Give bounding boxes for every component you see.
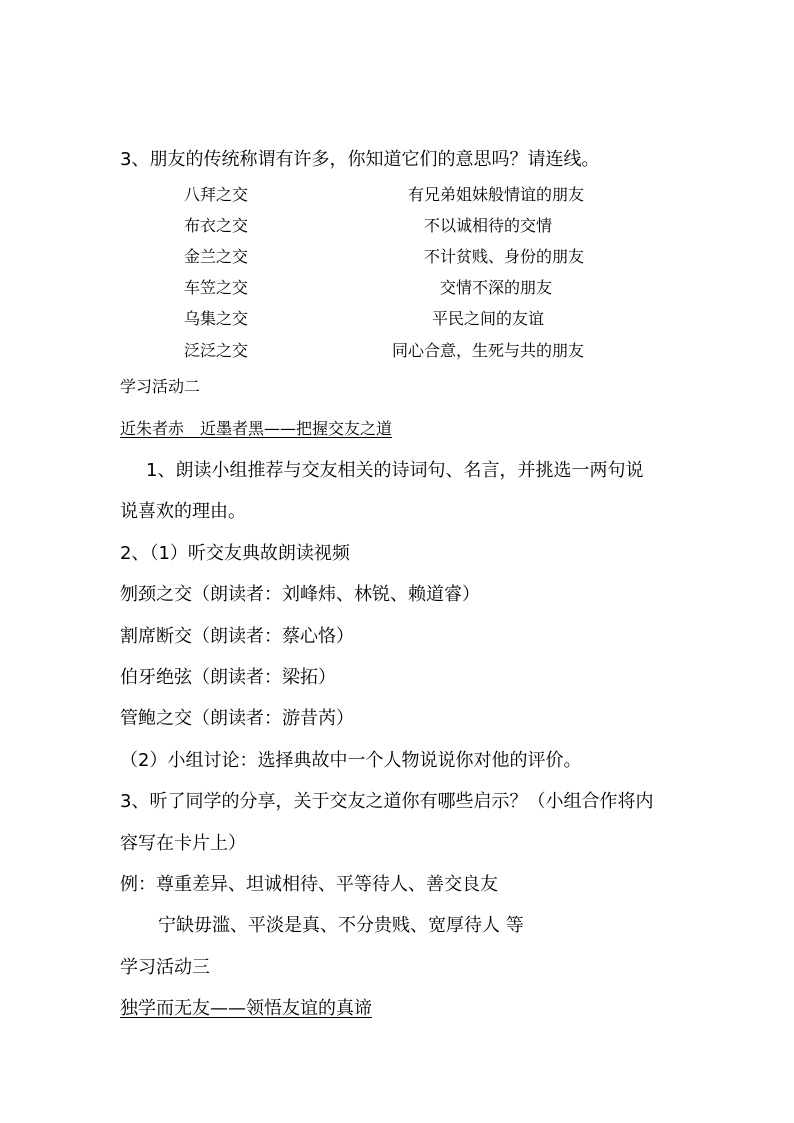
activity-3-heading: 学习活动三	[120, 957, 210, 978]
meaning-shallow: 交情不深的朋友	[440, 278, 553, 297]
activity-2-subtitle: 近朱者赤 近墨者黑——把握交友之道	[120, 419, 393, 438]
story-3: 伯牙绝弦（朗读者：梁拓）	[120, 667, 336, 688]
meaning-insincere: 不以诚相待的交情	[424, 216, 553, 235]
question-3-intro: 3、朋友的传统称谓有许多，你知道它们的意思吗？请连线。	[120, 149, 600, 170]
meaning-life-death: 同心合意，生死与共的朋友	[392, 341, 585, 360]
item-1-line-1: 1、朗读小组推荐与交友相关的诗词句、名言，并挑选一两句说	[146, 460, 644, 481]
term-bai-bai: 八拜之交	[184, 185, 249, 204]
item-3-line-1: 3、听了同学的分享，关于交友之道你有哪些启示？（小组合作将内	[120, 791, 654, 812]
meaning-commoners: 平民之间的友谊	[432, 309, 545, 328]
term-che-li: 车笠之交	[184, 278, 249, 297]
item-1-line-2: 说喜欢的理由。	[120, 501, 246, 522]
meaning-siblings: 有兄弟姐妹般情谊的朋友	[408, 185, 585, 204]
example-line-2: 宁缺毋滥、平淡是真、不分贵贱、宽厚待人 等	[158, 915, 524, 936]
term-bu-yi: 布衣之交	[184, 216, 249, 235]
meaning-regardless-status: 不计贫贱、身份的朋友	[424, 247, 585, 266]
term-fan-fan: 泛泛之交	[184, 341, 249, 360]
example-line-1: 例：尊重差异、坦诚相待、平等待人、善交良友	[120, 874, 498, 895]
item-2-heading: 2、（1）听交友典故朗读视频	[120, 543, 350, 564]
activity-3-subtitle: 独学而无友——领悟友谊的真谛	[120, 998, 372, 1019]
story-4: 管鲍之交（朗读者：游昔芮）	[120, 708, 354, 729]
item-2-part-2: （2）小组讨论：选择典故中一个人物说说你对他的评价。	[120, 750, 582, 771]
story-1: 刎颈之交（朗读者：刘峰炜、林锐、赖道睿）	[120, 584, 480, 605]
story-2: 割席断交（朗读者：蔡心恪）	[120, 626, 354, 647]
term-wu-ji: 乌集之交	[184, 309, 249, 328]
item-3-line-2: 容写在卡片上）	[120, 833, 246, 854]
activity-2-heading: 学习活动二	[120, 377, 201, 396]
term-jin-lan: 金兰之交	[184, 247, 249, 266]
